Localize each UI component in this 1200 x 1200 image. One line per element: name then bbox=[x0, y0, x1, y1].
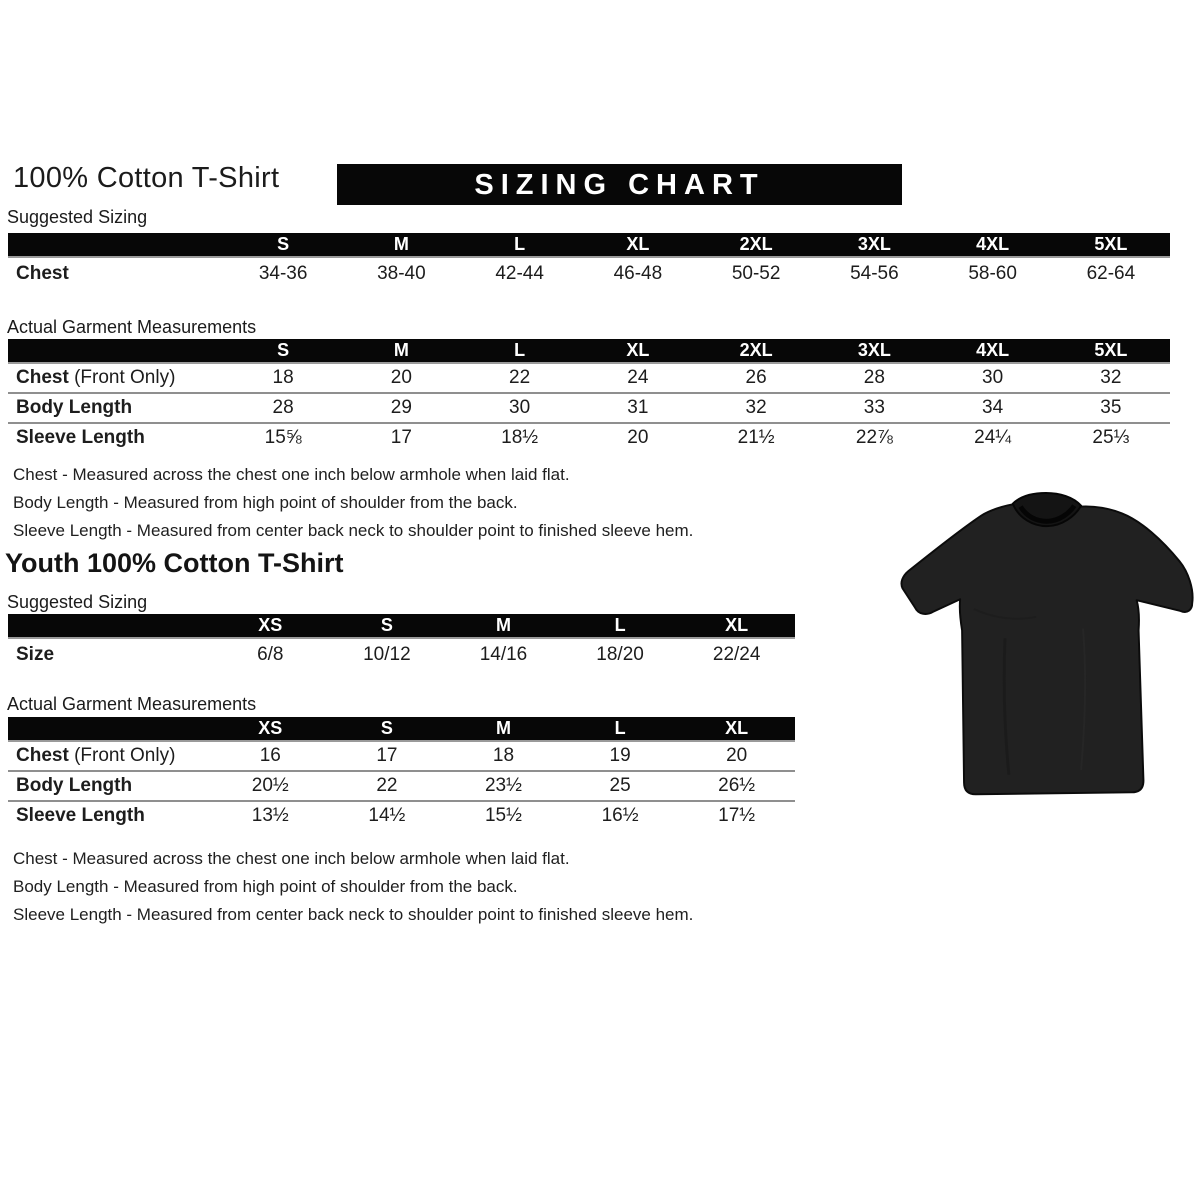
value-cell: 18/20 bbox=[596, 643, 644, 665]
youth-suggested-sizing-label: Suggested Sizing bbox=[7, 592, 148, 612]
value-cell: 26½ bbox=[718, 775, 756, 796]
youth-section-title: Youth 100% Cotton T-Shirt bbox=[5, 548, 344, 578]
black-tshirt-image bbox=[888, 462, 1200, 834]
note-chest: Chest - Measured across the chest one inch below armhole when laid flat. bbox=[13, 849, 570, 868]
table-header-row bbox=[8, 717, 795, 742]
note-body-length: Body Length - Measured from high point of shoulder from the back. bbox=[13, 877, 518, 896]
value-cell: 42-44 bbox=[495, 262, 544, 284]
sleeve-length-row bbox=[8, 802, 795, 830]
value-cell: 22⅞ bbox=[855, 427, 893, 448]
adult-suggested-sizing-label: Suggested Sizing bbox=[7, 207, 148, 227]
value-cell: 24¼ bbox=[974, 427, 1012, 448]
value-cell: 23½ bbox=[484, 775, 522, 796]
value-cell: 22/24 bbox=[712, 643, 761, 665]
note-sleeve-length: Sleeve Length - Measured from center back neck to shoulder point to finished sleeve hem. bbox=[13, 521, 694, 540]
value-cell: 20½ bbox=[251, 775, 289, 796]
chest-front-only-row bbox=[8, 364, 1170, 394]
value-cell: 20 bbox=[627, 427, 649, 448]
youth-measurement-notes bbox=[13, 845, 693, 929]
value-cell: 19 bbox=[609, 745, 631, 766]
value-cell: 16½ bbox=[601, 805, 639, 826]
size-col-header: 4XL bbox=[976, 234, 1010, 254]
adult-actual-table bbox=[8, 339, 1170, 452]
value-cell: 29 bbox=[390, 397, 412, 418]
value-cell: 10/12 bbox=[363, 643, 411, 665]
sizing-chart-banner: SIZING CHART bbox=[337, 164, 902, 205]
row-label: Chest (Front Only) bbox=[16, 745, 176, 766]
size-col-header: 5XL bbox=[1094, 234, 1128, 254]
sleeve-length-row bbox=[8, 424, 1170, 452]
row-label: Size bbox=[16, 643, 55, 665]
size-col-header: M bbox=[495, 718, 511, 738]
size-col-header: M bbox=[393, 340, 409, 360]
note-sleeve-length: Sleeve Length - Measured from center back neck to shoulder point to finished sleeve hem. bbox=[13, 905, 694, 924]
value-cell: 14½ bbox=[368, 805, 406, 826]
value-cell: 18 bbox=[492, 745, 515, 766]
value-cell: 34 bbox=[982, 397, 1004, 418]
body-length-row bbox=[8, 394, 1170, 424]
value-cell: 16 bbox=[259, 745, 281, 766]
adult-suggested-table bbox=[8, 233, 1170, 289]
size-col-header: 5XL bbox=[1094, 340, 1128, 360]
adult-measurement-notes bbox=[13, 461, 693, 545]
value-cell: 35 bbox=[1100, 397, 1122, 418]
value-cell: 58-60 bbox=[968, 262, 1017, 284]
size-col-header: XS bbox=[258, 615, 283, 635]
value-cell: 15½ bbox=[484, 805, 522, 826]
body-length-row bbox=[8, 772, 795, 802]
size-col-header: XL bbox=[626, 234, 650, 254]
size-col-header: XL bbox=[725, 615, 749, 635]
value-cell: 22 bbox=[376, 775, 398, 796]
note-chest: Chest - Measured across the chest one inch below armhole when laid flat. bbox=[13, 465, 570, 484]
value-cell: 14/16 bbox=[479, 643, 528, 665]
value-cell: 62-64 bbox=[1086, 262, 1136, 284]
value-cell: 26 bbox=[745, 367, 767, 388]
value-cell: 20 bbox=[390, 367, 412, 388]
value-cell: 21½ bbox=[737, 427, 775, 448]
value-cell: 31 bbox=[627, 397, 649, 418]
value-cell: 54-56 bbox=[850, 262, 899, 284]
size-col-header: L bbox=[514, 340, 526, 360]
size-row bbox=[8, 639, 795, 670]
size-col-header: XS bbox=[258, 718, 283, 738]
size-col-header: 2XL bbox=[739, 340, 773, 360]
value-cell: 30 bbox=[509, 397, 531, 418]
value-cell: 28 bbox=[272, 397, 294, 418]
size-col-header: L bbox=[614, 718, 626, 738]
size-col-header: M bbox=[393, 234, 409, 254]
value-cell: 18 bbox=[272, 367, 294, 388]
value-cell: 34-36 bbox=[258, 262, 308, 284]
tshirt-body bbox=[901, 501, 1192, 794]
size-col-header: M bbox=[495, 615, 511, 635]
table-header-row bbox=[8, 233, 1170, 258]
chest-front-only-row bbox=[8, 742, 795, 772]
size-col-header: S bbox=[277, 234, 290, 254]
value-cell: 50-52 bbox=[731, 262, 781, 284]
value-cell: 28 bbox=[863, 367, 885, 388]
youth-actual-table bbox=[8, 717, 795, 830]
value-cell: 17½ bbox=[718, 805, 756, 826]
value-cell: 32 bbox=[745, 397, 767, 418]
size-col-header: 3XL bbox=[857, 340, 891, 360]
value-cell: 24 bbox=[627, 367, 649, 388]
row-label: Body Length bbox=[16, 775, 133, 796]
size-col-header: S bbox=[380, 718, 393, 738]
value-cell: 46-48 bbox=[613, 262, 663, 284]
size-col-header: L bbox=[514, 234, 526, 254]
value-cell: 17 bbox=[390, 427, 412, 448]
value-cell: 38-40 bbox=[377, 262, 426, 284]
value-cell: 20 bbox=[726, 745, 748, 766]
row-label: Sleeve Length bbox=[16, 805, 145, 826]
table-header-row bbox=[8, 339, 1170, 364]
value-cell: 6/8 bbox=[257, 643, 284, 665]
size-col-header: S bbox=[277, 340, 290, 360]
value-cell: 25⅓ bbox=[1092, 427, 1130, 448]
adult-actual-measurements-label: Actual Garment Measurements bbox=[7, 317, 257, 337]
size-col-header: 2XL bbox=[739, 234, 773, 254]
row-label: Chest (Front Only) bbox=[16, 367, 176, 388]
page-title: 100% Cotton T-Shirt bbox=[13, 162, 280, 194]
value-cell: 18½ bbox=[501, 427, 539, 448]
youth-suggested-table bbox=[8, 614, 795, 670]
size-col-header: S bbox=[380, 615, 393, 635]
value-cell: 15⅝ bbox=[264, 427, 302, 448]
value-cell: 13½ bbox=[251, 805, 289, 826]
youth-actual-measurements-label: Actual Garment Measurements bbox=[7, 694, 257, 714]
value-cell: 25 bbox=[609, 775, 631, 796]
size-col-header: 3XL bbox=[857, 234, 891, 254]
chest-row bbox=[8, 258, 1170, 289]
size-col-header: L bbox=[614, 615, 626, 635]
size-col-header: 4XL bbox=[976, 340, 1010, 360]
row-label: Sleeve Length bbox=[16, 427, 145, 448]
size-col-header: XL bbox=[725, 718, 749, 738]
value-cell: 32 bbox=[1100, 367, 1122, 388]
size-col-header: XL bbox=[626, 340, 650, 360]
value-cell: 33 bbox=[863, 397, 885, 418]
value-cell: 30 bbox=[982, 367, 1004, 388]
row-label: Chest bbox=[16, 262, 69, 284]
value-cell: 22 bbox=[509, 367, 531, 388]
value-cell: 17 bbox=[376, 745, 398, 766]
row-label: Body Length bbox=[16, 397, 133, 418]
table-header-row bbox=[8, 614, 795, 639]
note-body-length: Body Length - Measured from high point of shoulder from the back. bbox=[13, 493, 518, 512]
